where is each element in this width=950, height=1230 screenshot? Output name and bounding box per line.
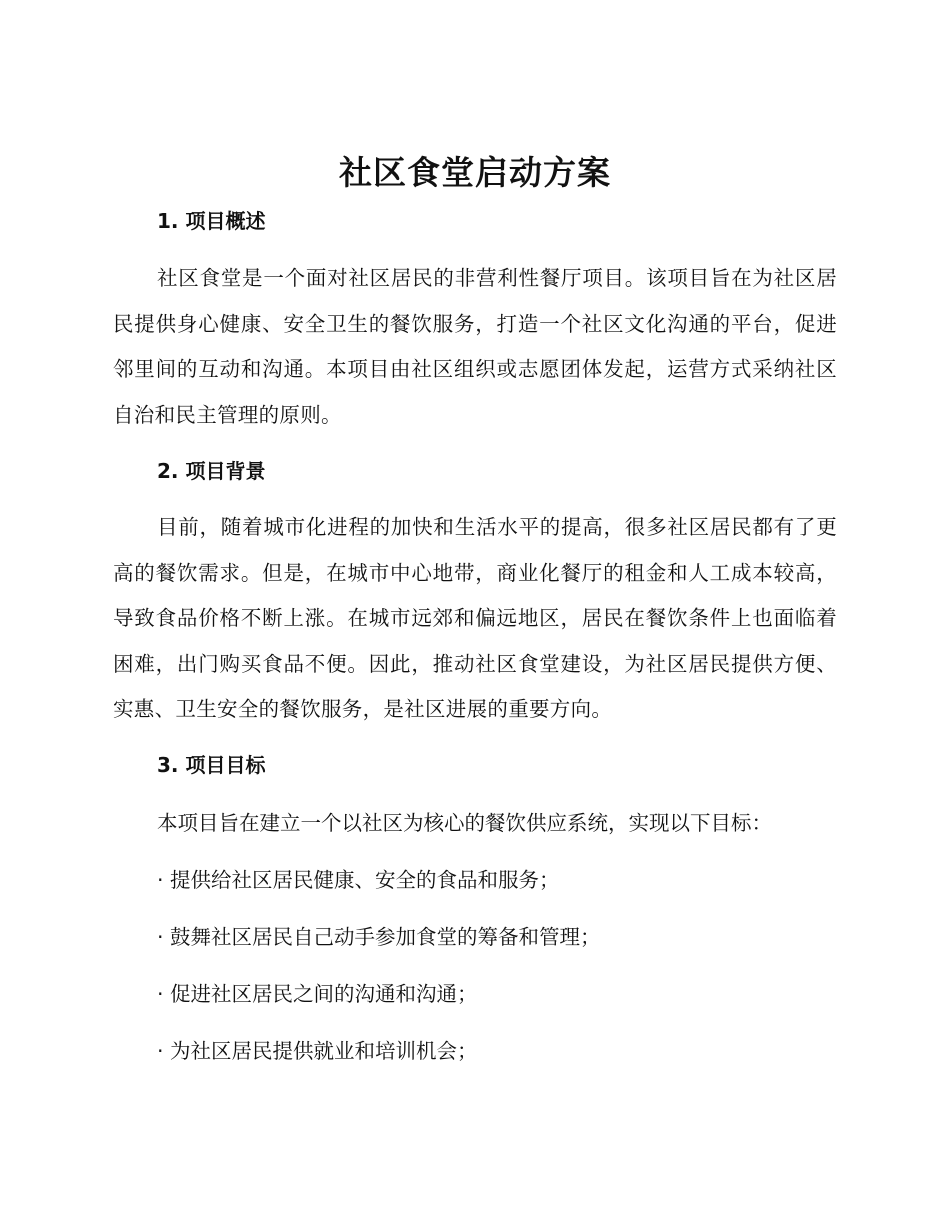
goal-list-item: · 提供给社区居民健康、安全的食品和服务； xyxy=(157,868,560,892)
goal-list-item: · 为社区居民提供就业和培训机会； xyxy=(157,1039,478,1063)
section-paragraph-overview: 社区食堂是一个面对社区居民的非营利性餐厅项目。该项目旨在为社区居民提供身心健康、安全卫生的餐饮服务，打造一个社区文化沟通的平台，促进邻里间的互动和沟通。本项目由社区组织或志愿团体发起，运营方式采纳社区自治和民主管理的原则。 xyxy=(113,266,837,427)
document-title: 社区食堂启动方案 xyxy=(339,153,611,192)
section-paragraph-background: 目前，随着城市化进程的加快和生活水平的提高，很多社区居民都有了更高的餐饮需求。但是，在城市中心地带，商业化餐厅的租金和人工成本较高，导致食品价格不断上涨。在城市远郊和偏远地区，居民在餐饮条件上也面临着困难，出门购买食品不便。因此，推动社区食堂建设，为社区居民提供方便、实惠、卫生安全的餐饮服务，是社区进展的重要方向。 xyxy=(113,515,837,721)
section-heading-goals: 3. 项目目标 xyxy=(157,753,266,777)
section-intro-goals: 本项目旨在建立一个以社区为核心的餐饮供应系统，实现以下目标： xyxy=(157,811,772,835)
section-heading-background: 2. 项目背景 xyxy=(157,459,266,483)
goal-list-item: · 促进社区居民之间的沟通和沟通； xyxy=(157,982,478,1006)
section-heading-overview: 1. 项目概述 xyxy=(157,209,266,233)
goal-list-item: · 鼓舞社区居民自己动手参加食堂的筹备和管理； xyxy=(157,925,601,949)
